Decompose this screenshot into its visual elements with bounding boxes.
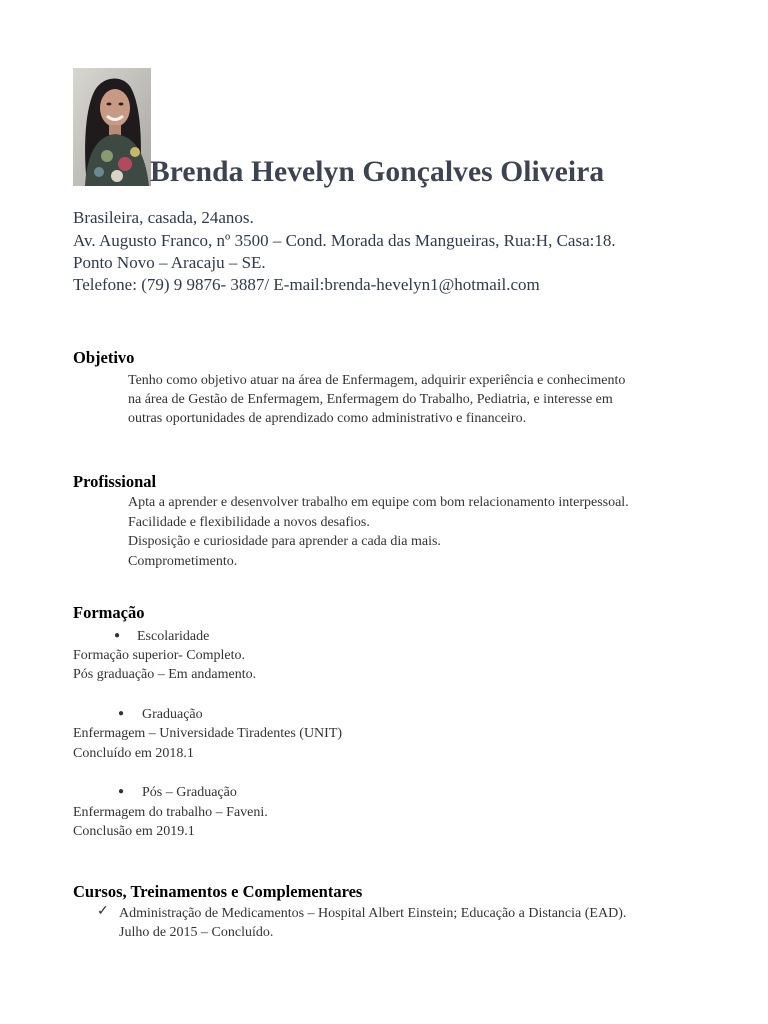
info-line-contact: Telefone: (79) 9 9876- 3887/ E-mail:brenda-hevelyn1@hotmail.com xyxy=(73,275,540,294)
formacao-line: Conclusão em 2019.1 xyxy=(73,824,195,839)
bullet-dot-icon: ● xyxy=(114,630,121,641)
formacao-bullet-label: Pós – Graduação xyxy=(142,785,237,800)
profissional-line: Comprometimento. xyxy=(128,554,238,569)
profile-photo xyxy=(73,68,151,186)
formacao-line: Enfermagem – Universidade Tiradentes (UNIT) xyxy=(73,726,343,741)
bullet-dot-icon: ● xyxy=(118,786,125,797)
objetivo-line: na área de Gestão de Enfermagem, Enfermagem do Trabalho, Pediatria, e interesse em xyxy=(128,392,613,407)
formacao-line: Pós graduação – Em andamento. xyxy=(73,667,257,682)
section-title-profissional: Profissional xyxy=(73,472,157,491)
formacao-line: Concluído em 2018.1 xyxy=(73,746,194,761)
profissional-line: Disposição e curiosidade para aprender a cada dia mais. xyxy=(128,534,441,549)
info-line-city: Ponto Novo – Aracaju – SE. xyxy=(73,253,266,272)
bullet-dot-icon: ● xyxy=(118,708,125,719)
formacao-line: Formação superior- Completo. xyxy=(73,648,245,663)
section-title-formacao: Formação xyxy=(73,603,145,622)
candidate-name: Brenda Hevelyn Gonçalves Oliveira xyxy=(150,156,605,188)
formacao-line: Enfermagem do trabalho – Faveni. xyxy=(73,805,268,820)
formacao-bullet-label: Graduação xyxy=(142,707,203,722)
profissional-line: Apta a aprender e desenvolver trabalho em equipe com bom relacionamento interpessoal. xyxy=(128,495,629,510)
formacao-bullet-label: Escolaridade xyxy=(137,629,210,644)
checkmark-icon: ✓ xyxy=(97,904,109,919)
curso-line: Julho de 2015 – Concluído. xyxy=(119,925,274,940)
profissional-line: Facilidade e flexibilidade a novos desafios. xyxy=(128,515,370,530)
info-line-address: Av. Augusto Franco, nº 3500 – Cond. Morada das Mangueiras, Rua:H, Casa:18. xyxy=(73,231,616,250)
info-line-nationality: Brasileira, casada, 24anos. xyxy=(73,208,254,227)
objetivo-line: Tenho como objetivo atuar na área de Enfermagem, adquirir experiência e conhecimento xyxy=(128,373,626,388)
objetivo-line: outras oportunidades de aprendizado como administrativo e financeiro. xyxy=(128,411,527,426)
section-title-cursos: Cursos, Treinamentos e Complementares xyxy=(73,882,363,901)
section-title-objetivo: Objetivo xyxy=(73,348,135,367)
curso-line: Administração de Medicamentos – Hospital Albert Einstein; Educação a Distancia (EAD). xyxy=(119,906,627,921)
